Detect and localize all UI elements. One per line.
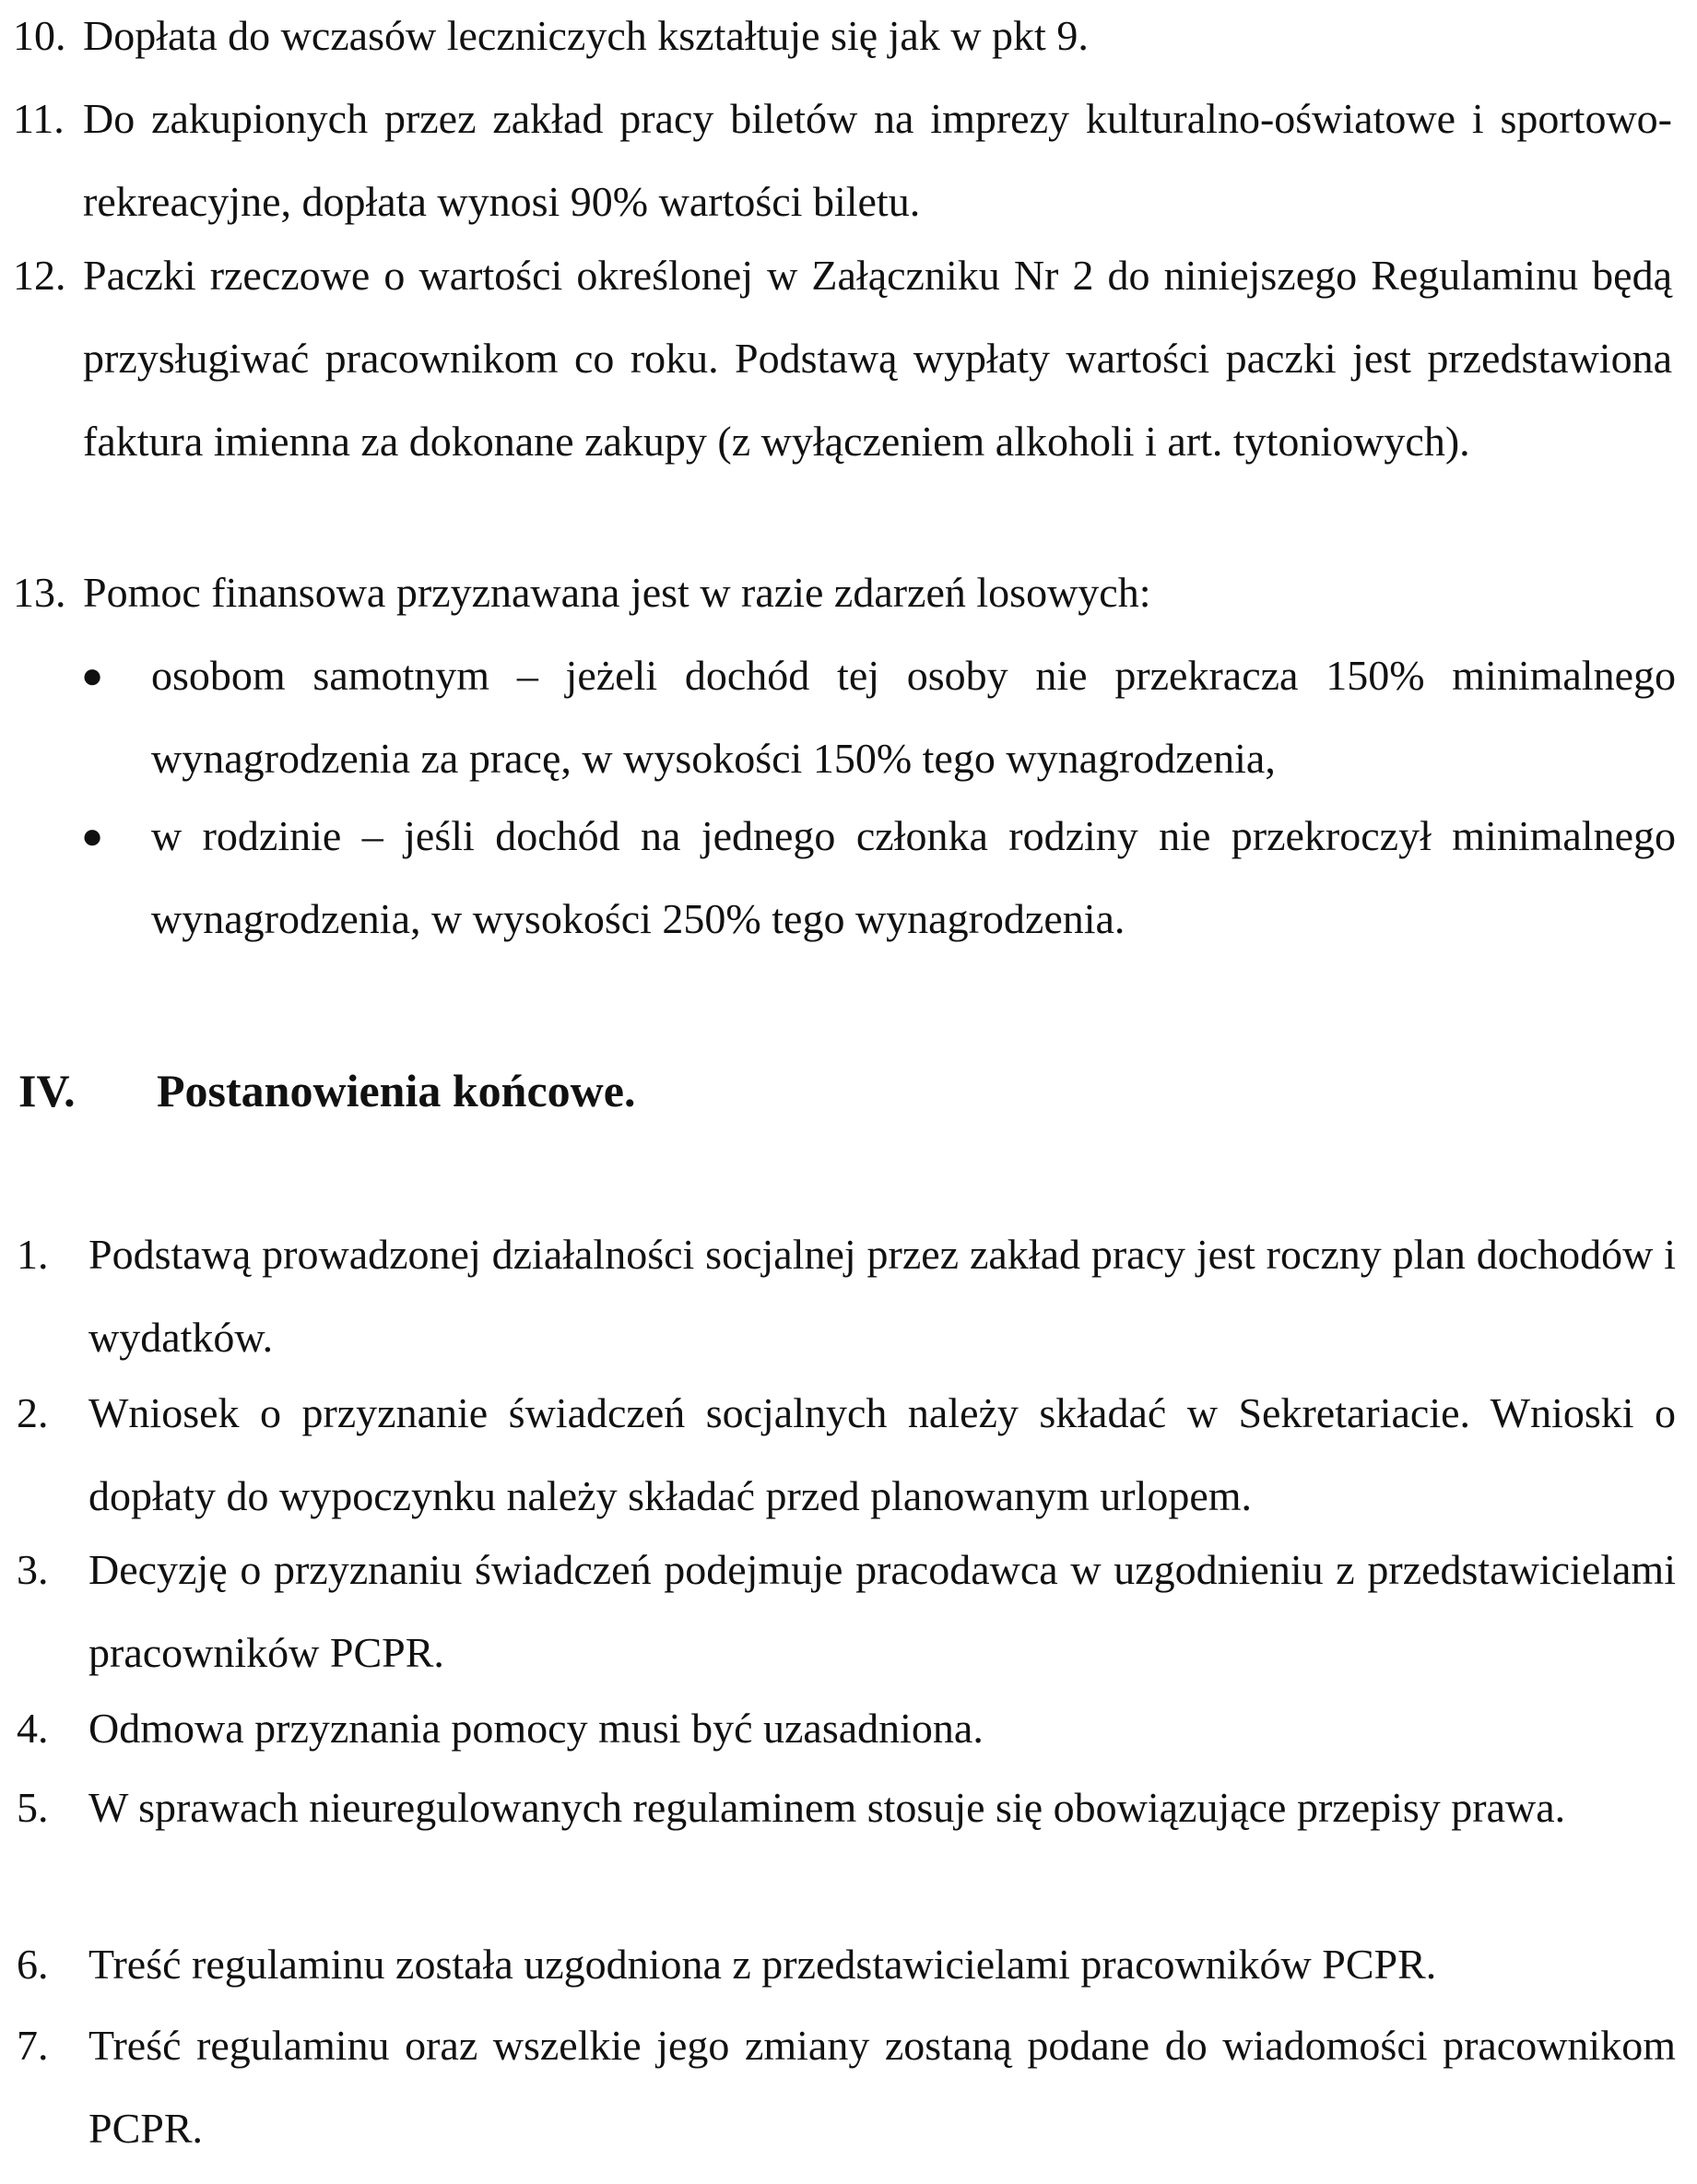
item-text: Podstawą prowadzonej działalności socjalnej przez zakład pracy jest roczny plan dochodów i wydatków. xyxy=(88,1231,1676,1361)
list-item xyxy=(17,1213,1676,1379)
item-number: 4. xyxy=(17,1705,49,1752)
list-item xyxy=(17,1372,1676,1538)
list-item xyxy=(13,77,1672,243)
bullet-item xyxy=(81,795,1676,961)
bullet-item xyxy=(81,634,1676,800)
item-text: Decyzję o przyznaniu świadczeń podejmuje pracodawca w uzgodnieniu z przedstawicielami pracowników PCPR. xyxy=(88,1546,1676,1676)
list-item xyxy=(17,1687,1676,1770)
list-item xyxy=(17,1923,1676,2006)
item-text: Dopłata do wczasów leczniczych kształtuje się jak w pkt 9. xyxy=(83,12,1089,59)
item-text: Paczki rzeczowe o wartości określonej w Załączniku Nr 2 do niniejszego Regulaminu będą przysługiwać pracownikom co roku. Podstawą wypłaty wartości paczki jest przedstawiona faktura imienna za dokonane zakupy (z wyłączeniem alkoholi i art. tytoniowych). xyxy=(83,252,1672,465)
bullet-text: osobom samotnym – jeżeli dochód tej osoby nie przekracza 150% minimalnego wynagrodzenia za pracę, w wysokości 150% tego wynagrodzenia, xyxy=(151,652,1676,782)
item-number: 6. xyxy=(17,1941,49,1988)
item-number: 10. xyxy=(13,12,66,59)
item-number: 2. xyxy=(17,1389,49,1436)
list-item xyxy=(17,1529,1676,1694)
bullet-text: w rodzinie – jeśli dochód na jednego członka rodziny nie przekroczył minimalnego wynagrodzenia, w wysokości 250% tego wynagrodzenia. xyxy=(151,812,1676,942)
item-text: Do zakupionych przez zakład pracy biletów na imprezy kulturalno-oświatowe i sportowo-rekreacyjne, dopłata wynosi 90% wartości biletu. xyxy=(83,95,1672,225)
item-number: 1. xyxy=(17,1231,49,1278)
section-number: IV. xyxy=(18,1065,76,1116)
bullet-icon: ● xyxy=(81,655,104,696)
item-number: 11. xyxy=(13,95,65,142)
bullet-icon: ● xyxy=(81,815,104,856)
item-number: 3. xyxy=(17,1546,49,1593)
list-item xyxy=(13,234,1672,566)
section-heading xyxy=(18,1049,635,1132)
item-number: 12. xyxy=(13,252,66,299)
item-text: W sprawach nieuregulowanych regulaminem stosuje się obowiązujące przepisy prawa. xyxy=(88,1784,1566,1831)
item-text: Pomoc finansowa przyznawana jest w razie zdarzeń losowych: xyxy=(83,569,1151,616)
item-number: 5. xyxy=(17,1784,49,1831)
item-number: 13. xyxy=(13,569,66,616)
list-item xyxy=(17,1766,1676,1932)
item-text: Odmowa przyznania pomocy musi być uzasadniona. xyxy=(88,1705,984,1752)
list-item xyxy=(17,2004,1676,2170)
item-text: Wniosek o przyznanie świadczeń socjalnych należy składać w Sekretariacie. Wnioski o dopłaty do wypoczynku należy składać przed planowanym urlopem. xyxy=(88,1389,1676,1519)
item-number: 7. xyxy=(17,2022,49,2069)
item-text: Treść regulaminu oraz wszelkie jego zmiany zostaną podane do wiadomości pracownikom PCPR. xyxy=(88,2022,1676,2152)
section-title: Postanowienia końcowe. xyxy=(157,1065,636,1116)
item-text: Treść regulaminu została uzgodniona z przedstawicielami pracowników PCPR. xyxy=(88,1941,1437,1988)
list-item xyxy=(13,0,1672,77)
list-item xyxy=(13,551,1672,634)
